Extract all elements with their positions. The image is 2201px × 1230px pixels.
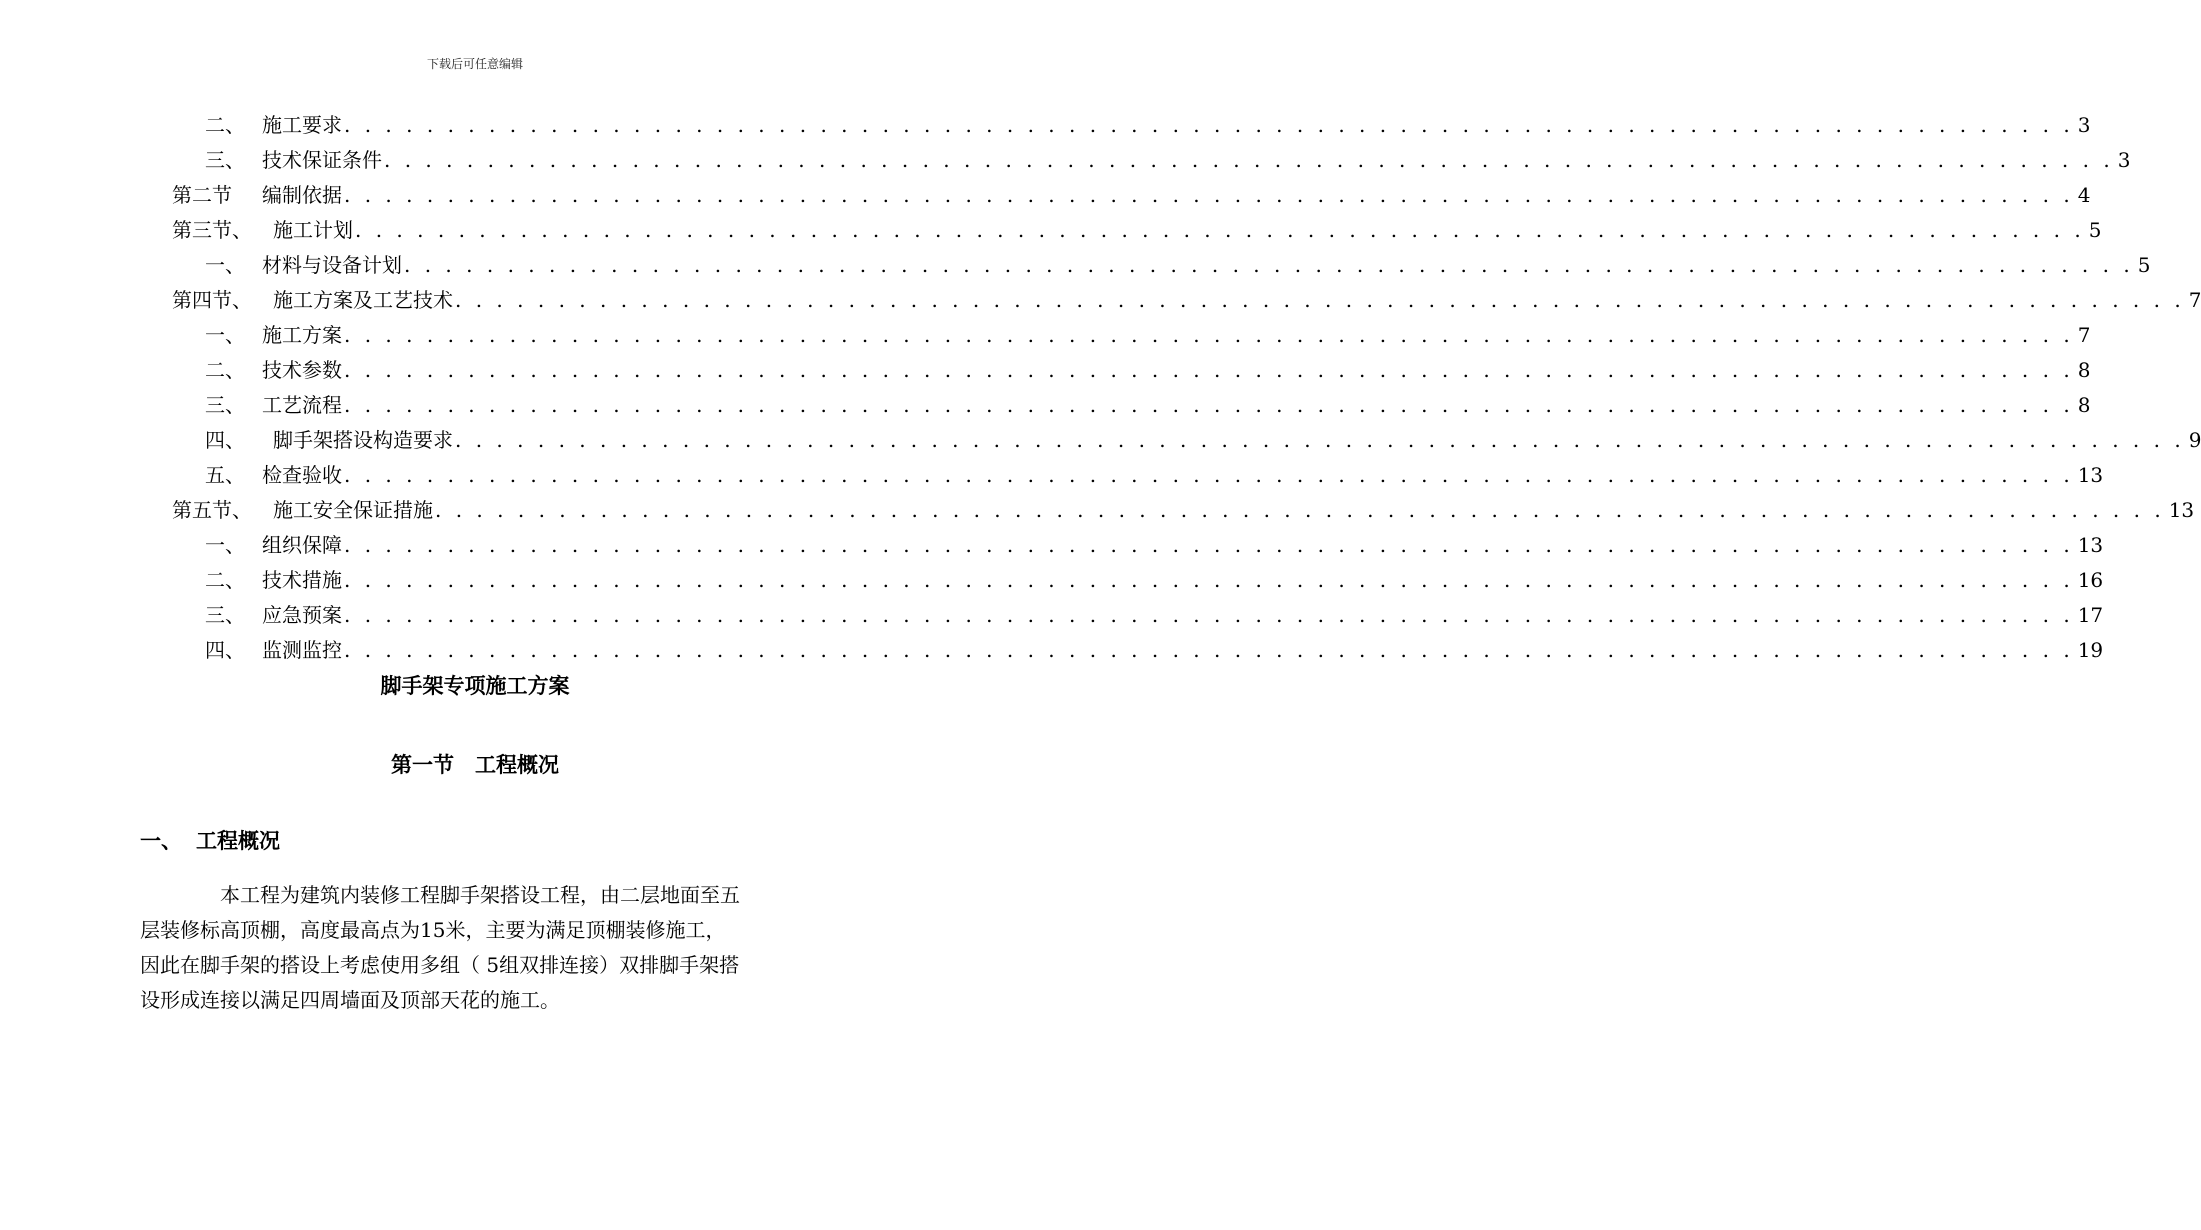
toc-entry[interactable] [205, 388, 2091, 423]
toc-entry-page: 7 [2188, 288, 2201, 312]
toc-entry-page: 13 [2077, 463, 2104, 487]
toc-entry-title: 监测监控 [262, 638, 342, 662]
toc-entry-number: 一、 [205, 533, 245, 557]
toc-entry-page: 9 [2188, 428, 2201, 452]
toc-leader-dots: . . . . . . . . . . . . . . . . . . . . . . . . . . . . . . . . . . . . . . . . . . . . . . . . . . . . . . . . . . . . . . . . . . . . . . . . . . . . . . . . . . . . [455, 428, 2185, 452]
toc-entry-number: 四、 [205, 428, 245, 452]
toc-leader-dots: . . . . . . . . . . . . . . . . . . . . . . . . . . . . . . . . . . . . . . . . . . . . . . . . . . . . . . . . . . . . . . . . . . . . . . . . . . . . . . . . . . . . [404, 253, 2134, 277]
toc-entry-number: 一、 [205, 323, 245, 347]
toc-leader-dots: . . . . . . . . . . . . . . . . . . . . . . . . . . . . . . . . . . . . . . . . . . . . . . . . . . . . . . . . . . . . . . . . . . . . . . . . . . . . . . . . . . . . [344, 393, 2074, 417]
toc-entry[interactable] [205, 143, 2131, 178]
toc-leader-dots: . . . . . . . . . . . . . . . . . . . . . . . . . . . . . . . . . . . . . . . . . . . . . . . . . . . . . . . . . . . . . . . . . . . . . . . . . . . . . . . . . . . . [344, 638, 2074, 662]
toc-leader-dots: . . . . . . . . . . . . . . . . . . . . . . . . . . . . . . . . . . . . . . . . . . . . . . . . . . . . . . . . . . . . . . . . . . . . . . . . . . . . . . . . . . . . [344, 463, 2074, 487]
toc-entry-title: 技术参数 [262, 358, 342, 382]
toc-entry-title: 编制依据 [262, 183, 342, 207]
toc-entry-number: 第五节、 [172, 498, 252, 522]
toc-entry-page: 5 [2137, 253, 2151, 277]
toc-entry-page: 8 [2077, 358, 2091, 382]
toc-entry-title: 施工方案 [262, 323, 342, 347]
toc-entry-title: 应急预案 [262, 603, 342, 627]
toc-entry-page: 8 [2077, 393, 2091, 417]
toc-entry-number: 三、 [205, 603, 245, 627]
toc-entry-title: 检查验收 [262, 463, 342, 487]
toc-entry[interactable] [172, 178, 2091, 213]
toc-entry-page: 13 [2168, 498, 2195, 522]
toc-entry[interactable] [205, 423, 2201, 458]
subsection-heading [140, 825, 280, 857]
subsection-number: 一、 [140, 829, 182, 853]
toc-entry-page: 3 [2117, 148, 2131, 172]
toc-entry-page: 5 [2088, 218, 2102, 242]
toc-entry-page: 13 [2077, 533, 2104, 557]
toc-entry[interactable] [172, 283, 2201, 318]
toc-entry-number: 五、 [205, 463, 245, 487]
toc-entry-title: 材料与设备计划 [262, 253, 402, 277]
toc-entry-title: 脚手架搭设构造要求 [273, 428, 453, 452]
toc-leader-dots: . . . . . . . . . . . . . . . . . . . . . . . . . . . . . . . . . . . . . . . . . . . . . . . . . . . . . . . . . . . . . . . . . . . . . . . . . . . . . . . . . . . . [344, 183, 2074, 207]
toc-entry-title: 组织保障 [262, 533, 342, 557]
toc-entry-number: 第三节、 [172, 218, 252, 242]
toc-entry[interactable] [205, 528, 2104, 563]
toc-entry[interactable] [205, 318, 2091, 353]
toc-leader-dots: . . . . . . . . . . . . . . . . . . . . . . . . . . . . . . . . . . . . . . . . . . . . . . . . . . . . . . . . . . . . . . . . . . . . . . . . . . . . . . . . . . . . [344, 323, 2074, 347]
paragraph-line: 本工程为建筑内装修工程脚手架搭设工程，由二层地面至五 [220, 883, 740, 907]
toc-leader-dots: . . . . . . . . . . . . . . . . . . . . . . . . . . . . . . . . . . . . . . . . . . . . . . . . . . . . . . . . . . . . . . . . . . . . . . . . . . . . . . . . . . . . [344, 358, 2074, 382]
toc-leader-dots: . . . . . . . . . . . . . . . . . . . . . . . . . . . . . . . . . . . . . . . . . . . . . . . . . . . . . . . . . . . . . . . . . . . . . . . . . . . . . . . . . . . . [344, 568, 2074, 592]
toc-entry-number: 第二节 [172, 183, 232, 207]
toc-entry-number: 第四节、 [172, 288, 252, 312]
toc-leader-dots: . . . . . . . . . . . . . . . . . . . . . . . . . . . . . . . . . . . . . . . . . . . . . . . . . . . . . . . . . . . . . . . . . . . . . . . . . . . . . . . . . . . . [384, 148, 2114, 172]
toc-entry-number: 二、 [205, 568, 245, 592]
paragraph-line: 层装修标高顶棚，高度最高点为15米，主要为满足顶棚装修施工， [140, 918, 726, 942]
toc-leader-dots: . . . . . . . . . . . . . . . . . . . . . . . . . . . . . . . . . . . . . . . . . . . . . . . . . . . . . . . . . . . . . . . . . . . . . . . . . . . . . . . . . . . . [344, 113, 2074, 137]
toc-entry-title: 工艺流程 [262, 393, 342, 417]
toc-entry-title: 技术措施 [262, 568, 342, 592]
toc-entry-title: 施工要求 [262, 113, 342, 137]
toc-entry-number: 三、 [205, 393, 245, 417]
toc-entry-page: 17 [2077, 603, 2104, 627]
toc-entry[interactable] [172, 493, 2195, 528]
toc-entry[interactable] [205, 353, 2091, 388]
toc-entry-page: 4 [2077, 183, 2091, 207]
toc-leader-dots: . . . . . . . . . . . . . . . . . . . . . . . . . . . . . . . . . . . . . . . . . . . . . . . . . . . . . . . . . . . . . . . . . . . . . . . . . . . . . . . . . . . . [344, 533, 2074, 557]
toc-leader-dots: . . . . . . . . . . . . . . . . . . . . . . . . . . . . . . . . . . . . . . . . . . . . . . . . . . . . . . . . . . . . . . . . . . . . . . . . . . . . . . . . . . . . [344, 603, 2074, 627]
toc-entry-title: 施工安全保证措施 [273, 498, 433, 522]
toc-entry-page: 7 [2077, 323, 2091, 347]
toc-leader-dots: . . . . . . . . . . . . . . . . . . . . . . . . . . . . . . . . . . . . . . . . . . . . . . . . . . . . . . . . . . . . . . . . . . . . . . . . . . . . . . . . . . . . [355, 218, 2085, 242]
toc-entry-title: 施工计划 [273, 218, 353, 242]
toc-entry-number: 四、 [205, 638, 245, 662]
toc-entry[interactable] [172, 213, 2102, 248]
paragraph-line: 设形成连接以满足四周墙面及顶部天花的施工。 [140, 988, 560, 1012]
toc-entry-title: 施工方案及工艺技术 [273, 288, 453, 312]
toc-entry-number: 三、 [205, 148, 245, 172]
toc-entry[interactable] [205, 108, 2091, 143]
paragraph-line: 因此在脚手架的搭设上考虑使用多组（ 5组双排连接）双排脚手架搭 [140, 953, 740, 977]
toc-leader-dots: . . . . . . . . . . . . . . . . . . . . . . . . . . . . . . . . . . . . . . . . . . . . . . . . . . . . . . . . . . . . . . . . . . . . . . . . . . . . . . . . . . . . [435, 498, 2165, 522]
toc-entry-number: 一、 [205, 253, 245, 277]
page-header: 下载后可任意编辑 [426, 57, 523, 71]
toc-entry[interactable] [205, 248, 2151, 283]
toc-entry[interactable] [205, 458, 2104, 493]
toc-entry[interactable] [205, 598, 2104, 633]
toc-entry-page: 3 [2077, 113, 2091, 137]
toc-entry-page: 16 [2077, 568, 2104, 592]
toc-entry-page: 19 [2077, 638, 2104, 662]
toc-entry-title: 技术保证条件 [262, 148, 382, 172]
toc-entry-number: 二、 [205, 358, 245, 382]
document-title: 脚手架专项施工方案 [380, 674, 570, 698]
subsection-title: 工程概况 [196, 829, 280, 853]
body-paragraph [140, 878, 812, 1018]
toc-entry[interactable] [205, 633, 2104, 668]
toc-leader-dots: . . . . . . . . . . . . . . . . . . . . . . . . . . . . . . . . . . . . . . . . . . . . . . . . . . . . . . . . . . . . . . . . . . . . . . . . . . . . . . . . . . . . [455, 288, 2185, 312]
toc-entry-number: 二、 [205, 113, 245, 137]
section-title: 第一节 工程概况 [391, 753, 559, 777]
toc-entry[interactable] [205, 563, 2104, 598]
